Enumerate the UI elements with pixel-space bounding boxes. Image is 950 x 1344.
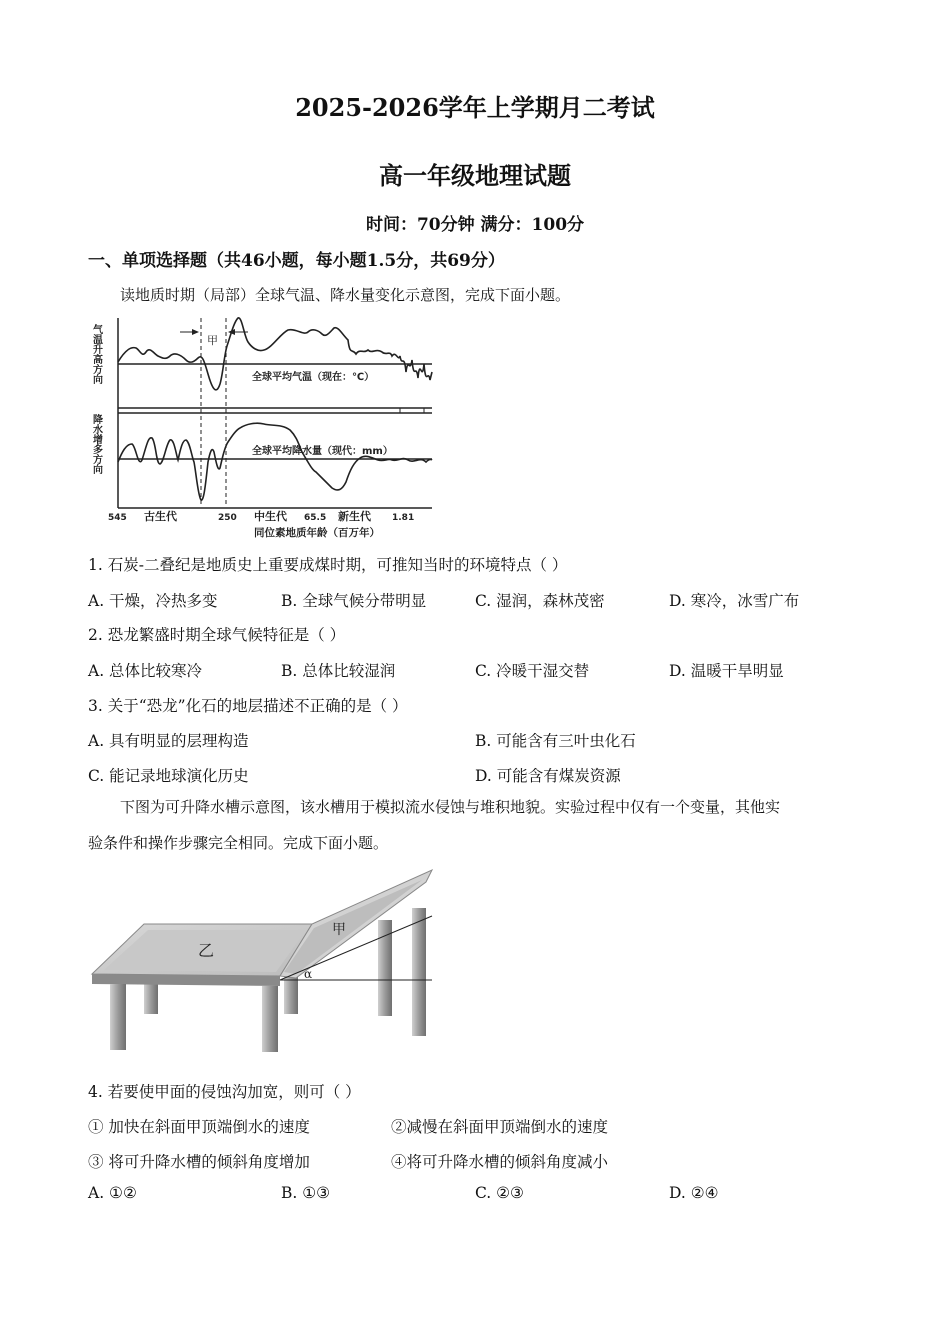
intro-paragraph-1: 读地质时期（局部）全球气温、降水量变化示意图，完成下面小题。 bbox=[120, 286, 571, 304]
q4-option-c[interactable]: C. ②③ bbox=[475, 1184, 524, 1202]
q1-option-d[interactable]: D. 寒冷，冰雪广布 bbox=[669, 592, 800, 610]
q2-option-a[interactable]: A. 总体比较寒冷 bbox=[88, 662, 203, 680]
x-axis-label: 同位素地质年龄（百万年） bbox=[254, 527, 380, 539]
incline-back-leg bbox=[378, 920, 392, 1016]
exam-subtitle: 高一年级地理试题 bbox=[379, 161, 571, 190]
q2-option-b[interactable]: B. 总体比较湿润 bbox=[281, 662, 396, 680]
q4-option-d[interactable]: D. ②④ bbox=[669, 1184, 719, 1202]
q1-option-c[interactable]: C. 湿润，森林茂密 bbox=[475, 592, 605, 610]
q3-option-c[interactable]: C. 能记录地球演化历史 bbox=[88, 767, 249, 785]
q4-statement-2: ②减慢在斜面甲顶端倒水的速度 bbox=[391, 1118, 609, 1136]
q2-option-c[interactable]: C. 冷暖干湿交替 bbox=[475, 662, 590, 680]
q4-option-b[interactable]: B. ①③ bbox=[281, 1184, 331, 1202]
q1-option-a[interactable]: A. 干燥，冷热多变 bbox=[88, 592, 218, 610]
q4-statement-3: ③ 将可升降水槽的倾斜角度增加 bbox=[88, 1153, 310, 1171]
tick-181: 1.81 bbox=[392, 513, 415, 523]
era-mesozoic: 中生代 bbox=[254, 510, 287, 523]
q3-option-a[interactable]: A. 具有明显的层理构造 bbox=[88, 732, 249, 750]
era-cenozoic: 新生代 bbox=[338, 510, 371, 523]
q3-option-d[interactable]: D. 可能含有煤炭资源 bbox=[475, 767, 621, 785]
q4-option-a[interactable]: A. ①② bbox=[88, 1184, 137, 1202]
front-middle-leg bbox=[262, 986, 278, 1052]
q3-option-b[interactable]: B. 可能含有三叶虫化石 bbox=[475, 732, 636, 750]
exam-meta: 时间：70分钟 满分：100分 bbox=[365, 215, 585, 235]
tick-545: 545 bbox=[108, 513, 127, 523]
q1-option-b[interactable]: B. 全球气候分带明显 bbox=[281, 592, 427, 610]
question-4-stem: 4. 若要使甲面的侵蚀沟加宽，则可（ ） bbox=[88, 1083, 361, 1101]
label-yi: 乙 bbox=[198, 941, 215, 960]
front-left-leg bbox=[110, 984, 126, 1050]
marker-jia: 甲 bbox=[207, 334, 218, 347]
label-jia: 甲 bbox=[332, 922, 346, 938]
tick-65: 65.5 bbox=[304, 513, 327, 523]
temp-axis-label: 气温升高方向 bbox=[90, 324, 102, 384]
water-tank-figure bbox=[86, 864, 438, 1058]
q4-statement-1: ① 加快在斜面甲顶端倒水的速度 bbox=[88, 1118, 310, 1136]
climate-figure bbox=[86, 312, 438, 542]
precip-axis-label: 降水增多方向 bbox=[90, 414, 102, 474]
q2-option-d[interactable]: D. 温暖干旱明显 bbox=[669, 662, 784, 680]
question-1-stem: 1. 石炭-二叠纪是地质史上重要成煤时期，可推知当时的环境特点（ ） bbox=[88, 556, 568, 574]
question-2-stem: 2. 恐龙繁盛时期全球气候特征是（ ） bbox=[88, 626, 346, 644]
tick-250: 250 bbox=[218, 513, 237, 523]
question-3-stem: 3. 关于“恐龙”化石的地层描述不正确的是（ ） bbox=[88, 697, 408, 715]
exam-title: 2025-2026学年上学期月二考试 bbox=[295, 93, 655, 122]
precip-series-label: 全球平均降水量（现代：mm） bbox=[252, 446, 393, 457]
intro-paragraph-2-line-1: 下图为可升降水槽示意图，该水槽用于模拟流水侵蚀与堆积地貌。实验过程中仅有一个变量，其他实 bbox=[120, 798, 781, 816]
era-paleozoic: 古生代 bbox=[144, 510, 177, 523]
section-heading: 一、单项选择题（共46小题，每小题1.5分，共69分） bbox=[88, 251, 505, 271]
temp-series-label: 全球平均气温（现在：℃） bbox=[252, 372, 375, 383]
precipitation-curve bbox=[118, 423, 432, 500]
incline-front-leg bbox=[412, 908, 426, 1036]
q4-statement-4: ④将可升降水槽的倾斜角度减小 bbox=[391, 1153, 609, 1171]
angle-alpha: α bbox=[304, 967, 313, 981]
intro-paragraph-2-line-2: 验条件和操作步骤完全相同。完成下面小题。 bbox=[88, 834, 389, 852]
